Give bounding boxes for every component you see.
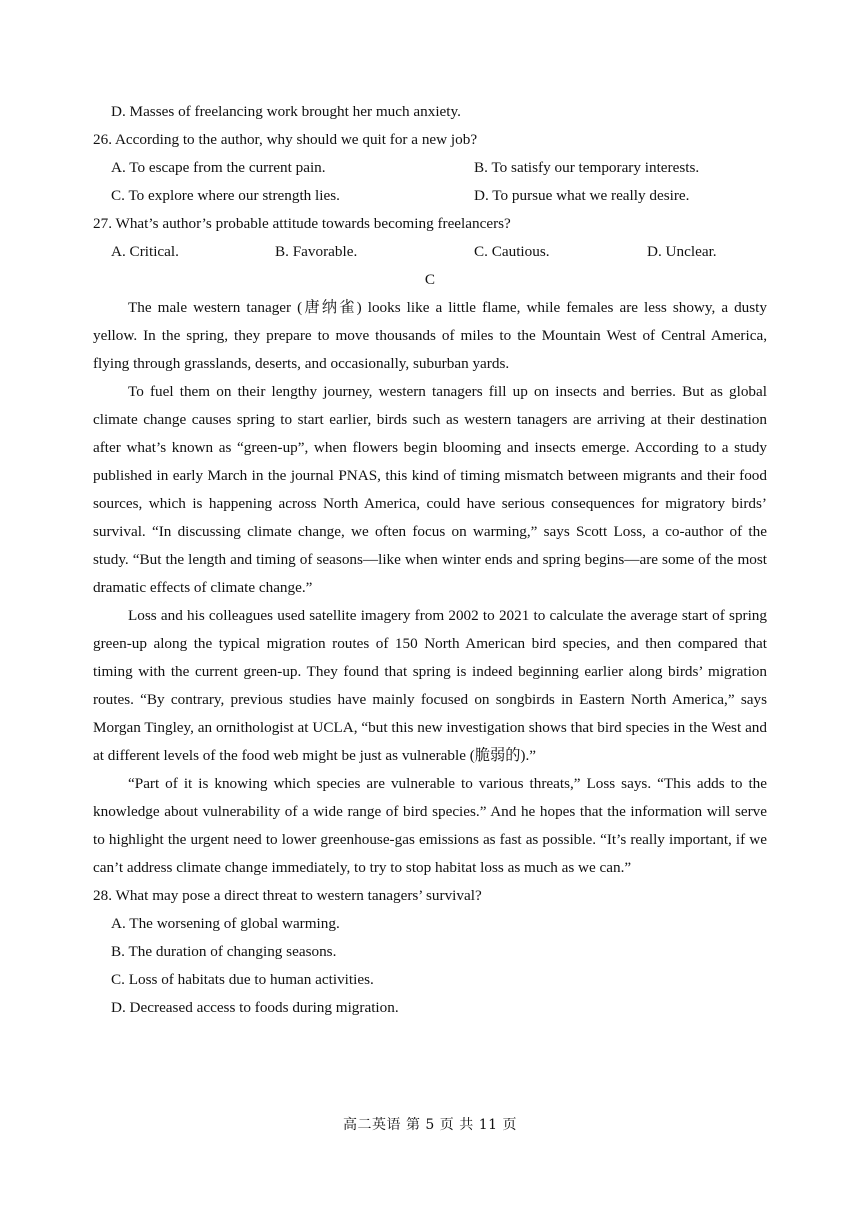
q28-option-a: A. The worsening of global warming. — [111, 915, 340, 932]
q26-option-d: D. To pursue what we really desire. — [474, 187, 690, 204]
q27-question: 27. What’s author’s probable attitude towards becoming freelancers? — [93, 215, 511, 232]
q28-option-b: B. The duration of changing seasons. — [111, 943, 337, 960]
passage-label: C — [424, 271, 436, 288]
q27-option-d: D. Unclear. — [647, 243, 717, 260]
q27-options-row — [93, 238, 767, 266]
q27-option-c: C. Cautious. — [474, 243, 550, 260]
page-footer: 高二英语 第 5 页 共 11 页 — [343, 1117, 517, 1133]
q27-option-b: B. Favorable. — [275, 243, 358, 260]
passage-paragraph: The male western tanager (唐纳雀) looks like a little flame, while females are less showy, a dusty yellow. In the spring, they prepare to move thousands of miles to the Mountain West of Central America, flying through grasslands, deserts, and occasionally, suburban yards. — [93, 299, 767, 372]
q26-option-c: C. To explore where our strength lies. — [111, 187, 340, 204]
passage-paragraph: “Part of it is knowing which species are vulnerable to various threats,” Loss says. “This adds to the knowledge about vulnerability of a wide range of bird species.” And he hopes that the information will serve to highlight the urgent need to lower greenhouse-gas emissions as fast as possible. “It’s really important, if we can’t address climate change immediately, to try to stop habitat loss as much as we can.” — [93, 775, 767, 876]
passage-paragraph: To fuel them on their lengthy journey, western tanagers fill up on insects and berries. But as global climate change causes spring to start earlier, birds such as western tanagers are arriving at their destination after what’s known as “green-up”, when flowers begin blooming and insects emerge. According to a study published in early March in the journal PNAS, this kind of timing mismatch between migrants and their food sources, which is happening across North America, could have serious consequences for migratory birds’ survival. “In discussing climate change, we often focus on warming,” says Scott Loss, a co-author of the study. “But the length and timing of seasons—like when winter ends and spring begins—are some of the most dramatic effects of climate change.” — [93, 383, 767, 596]
q28-option-c: C. Loss of habitats due to human activities. — [111, 971, 374, 988]
q26-option-b: B. To satisfy our temporary interests. — [474, 159, 700, 176]
q28-question: 28. What may pose a direct threat to western tanagers’ survival? — [93, 887, 482, 904]
q28-option-d: D. Decreased access to foods during migration. — [111, 999, 399, 1016]
exam-page-content — [93, 98, 767, 1022]
q25-option-d: D. Masses of freelancing work brought her much anxiety. — [111, 103, 461, 120]
q26-options-row-2 — [93, 182, 767, 210]
q26-question: 26. According to the author, why should we quit for a new job? — [93, 131, 478, 148]
q26-options-row-1 — [93, 154, 767, 182]
q26-option-a: A. To escape from the current pain. — [111, 159, 326, 176]
passage-paragraph: Loss and his colleagues used satellite imagery from 2002 to 2021 to calculate the average start of spring green-up along the typical migration routes of 150 North American bird species, and then compared that timing with the current green-up. They found that spring is indeed beginning earlier along birds’ migration routes. “By contrary, previous studies have mainly focused on songbirds in Eastern North America,” says Morgan Tingley, an ornithologist at UCLA, “but this new investigation shows that bird species in the West and at different levels of the food web might be just as vulnerable (脆弱的).” — [93, 607, 767, 764]
q27-option-a: A. Critical. — [111, 243, 179, 260]
